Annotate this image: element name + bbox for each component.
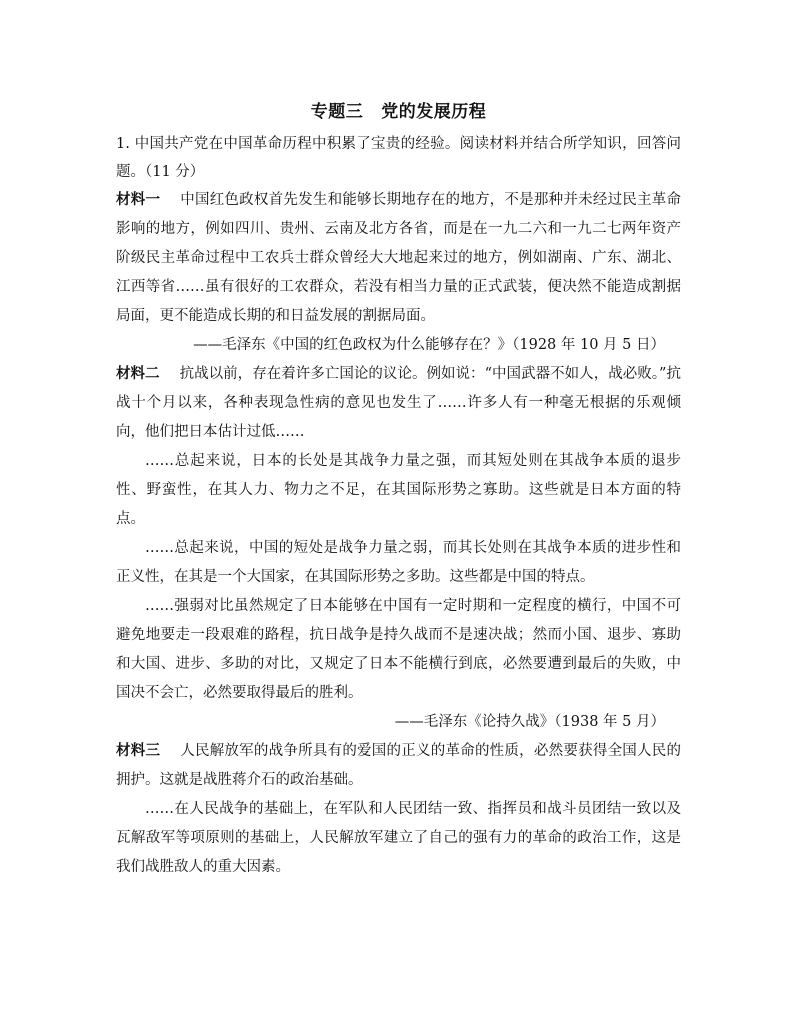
material-2-citation: ——毛泽东《论持久战》（1938 年 5 月） xyxy=(394,714,665,730)
material-3-paragraph-2: ……在人民战争的基础上，在军队和人民团结一致、指挥员和战斗员团结一致以及瓦解敌军等项原则的基础上，人民解放军建立了自己的强有力的革命的政治工作，这是我们战胜敌人的重大因素。 xyxy=(116,801,681,875)
page-title xyxy=(116,100,681,124)
material-3-label: 材料三 xyxy=(116,743,161,759)
title-main: 专题三 xyxy=(310,102,364,122)
document-page xyxy=(116,100,681,960)
material-2-text-1: 抗战以前，存在着许多亡国论的议论。例如说：“中国武器不如人，战必败。”抗战十个月以来，各种表现急性病的意见也发生了……许多人有一种毫无根据的乐观倾向，他们把日本估计过低…… xyxy=(116,366,681,440)
material-2-label: 材料二 xyxy=(116,366,160,382)
material-2-paragraph-3: ……总起来说，中国的短处是战争力量之弱，而其长处则在其战争本质的进步性和正义性，在其是一个大国家，在其国际形势之多助。这些都是中国的特点。 xyxy=(116,540,681,585)
material-1-citation: ——毛泽东《中国的红色政权为什么能够存在？》（1928 年 10 月 5 日） xyxy=(193,337,665,353)
material-3-text-1: 人民解放军的战争所具有的爱国的正义的革命的性质，必然要获得全国人民的拥护。这就是战胜蒋介石的政治基础。 xyxy=(116,743,682,788)
material-1-paragraph xyxy=(116,186,681,331)
material-1-text: 中国红色政权首先发生和能够长期地存在的地方，不是那种并未经过民主革命影响的地方，例如四川、贵州、云南及北方各省，而是在一九二六和一九二七两年资产阶级民主革命过程中工农兵士群众曾经大大地起来过的地方，例如湖南、广东、湖北、江西等省……虽有很好的工农群众，若没有相当力量的正式武装，便决然不能造成割据局面，更不能造成长期的和日益发展的割据局面。 xyxy=(116,192,682,324)
material-2-paragraph-4: ……强弱对比虽然规定了日本能够在中国有一定时期和一定程度的横行，中国不可避免地要走一段艰难的路程，抗日战争是持久战而不是速决战；然而小国、退步、寡助和大国、进步、多助的对比，又规定了日本不能横行到底，必然要遭到最后的失败，中国决不会亡，必然要取得最后的胜利。 xyxy=(116,598,681,701)
question-text: 1. 中国共产党在中国革命历程中积累了宝贵的经验。阅读材料并结合所学知识，回答问题。（11 分） xyxy=(116,136,681,180)
material-1-label: 材料一 xyxy=(116,192,161,208)
material-2-paragraph-1 xyxy=(116,360,681,447)
material-3-paragraph-1 xyxy=(116,737,681,795)
title-sub: 党的发展历程 xyxy=(381,102,487,122)
material-2-paragraph-2: ……总起来说，日本的长处是其战争力量之强，而其短处则在其战争本质的退步性、野蛮性，在其人力、物力之不足，在其国际形势之寡助。这些就是日本方面的特点。 xyxy=(116,453,681,527)
